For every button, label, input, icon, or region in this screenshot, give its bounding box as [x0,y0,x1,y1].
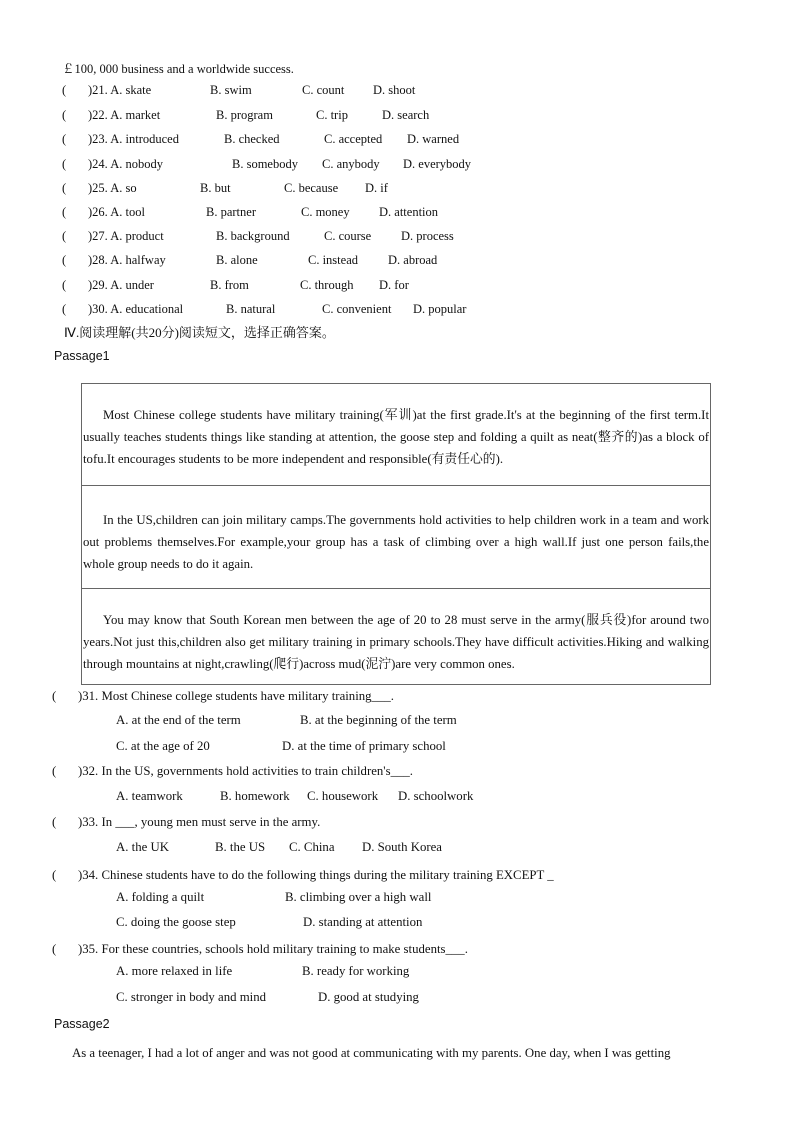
passage2-label: Passage2 [54,1017,110,1031]
passage1-cell-1 [82,384,710,486]
exam-page: ￡100, 000 business and a worldwide success. ( )21. A. skate B. swim C. count D. shoot ( )22. A. market B. program C. trip D. search ( )23. A. introduced B. checked C. accepted D. warned ( )24. A. nobody B. somebody C. anybody D. everybody ( )25. A. so B. but C. because D. if ( )26. A. tool B. partner C. money D. attention ( )27. A. product B. background C. course D. process ( )28. A. halfway B. alone C. instead D. abroad ( )29. A. under B. from C. through D. for ( )30. A. educational B. natural C. convenient D. popular Ⅳ.阅读理解(共20分)阅读短文，选择正确答案。 Passage1 Most Chinese college students have military training(军训)at the first grade.It's at the beginning of the first term.It usually teaches students things like standing at attention, the goose step and folding a quilt as neat(整齐的)as a block of tofu.It encourages students to be more independent and responsible(有责任心的). In the US,children can join military camps.The governments hold activities to help children work in a team and work out problems themselves.For example,your group has a task of climbing over a high wall.If just one person fails,the whole group needs to do it again. You may know that South Korean men between the age of 20 to 28 must serve in the army(服兵役)for around two years.Not just this,children also get military training in primary schools.They have difficult activities.Hiking and walking through mountains at night,crawling(爬行)across mud(泥泞)are very common ones. ( )31. Most Chinese college students have military training___. A. at the end of the term B. at the beginning of the term C. at the age of 20 D. at the time of primary school ( )32. In the US, governments hold activities to train children's___. A. teamwork B. homework C. housework D. schoolwork ( )33. In ___, young men must serve in the army. A. the UK B. the US C. China D. South Korea ( )34. Chinese students have to do the following things during the military training EXCEPT _ A. folding a quilt B. climbing over a high wall C. doing the goose step D. standing at attention ( )35. For these countries, schools hold military training to make students___. A. more relaxed in life B. ready for working C. stronger in body and mind D. good at studying Passage2 As a teenager, I had a lot of anger and was not good at communicating with my parents. One day, when I was getting [0,0,793,1123]
q33-option-d: D. South Korea [362,840,442,854]
q32-option-a: A. teamwork [116,789,183,803]
section-heading: Ⅳ.阅读理解(共20分)阅读短文，选择正确答案。 [64,325,335,340]
q34-option-c: C. doing the goose step [116,915,236,929]
q34-option-d: D. standing at attention [303,915,423,929]
q33-option-c: C. China [289,840,335,854]
passage1-cell-3 [82,589,710,684]
q31-option-c: C. at the age of 20 [116,739,210,753]
q34-option-b: B. climbing over a high wall [285,890,432,904]
q33-option-a: A. the UK [116,840,169,854]
passage1-cell-2 [82,486,710,589]
q31-option-b: B. at the beginning of the term [300,713,457,727]
passage1-label: Passage1 [54,349,110,363]
q32-option-d: D. schoolwork [398,789,474,803]
q33-option-b: B. the US [215,840,266,854]
q31-option-a: A. at the end of the term [116,713,241,727]
q35-option-c: C. stronger in body and mind [116,990,266,1004]
passage2-first-line: As a teenager, I had a lot of anger and was not good at communicating with my parents. One day, when I was getting [72,1046,671,1060]
q32-option-c: C. housework [307,789,379,803]
q31-option-d: D. at the time of primary school [282,739,446,753]
passage1-paragraph-2: In the US,children can join military camps.The governments hold activities to help children work in a team and work out problems themselves.For example,your group has a task of climbing over a high wall.If just one person fails,the whole group needs to do it again. [83,513,709,571]
passage1-paragraph-3: You may know that South Korean men between the age of 20 to 28 must serve in the army(服兵役)for around two years.Not just this,children also get military training in primary schools.They have difficult activities.Hiking and walking through mountains at night,crawling(爬行)across mud(泥泞)are very common ones. [83,613,709,671]
q35-option-a: A. more relaxed in life [116,964,233,978]
passage1-box [81,383,711,685]
q32-option-b: B. homework [220,789,290,803]
passage1-paragraph-1: Most Chinese college students have military training(军训)at the first grade.It's at the beginning of the first term.It usually teaches students things like standing at attention, the goose step and folding a quilt as neat(整齐的)as a block of tofu.It encourages students to be more independent and responsible(有责任心的). [83,408,709,466]
q35-option-d: D. good at studying [318,990,419,1004]
q35-option-b: B. ready for working [302,964,410,978]
intro-line: ￡100, 000 business and a worldwide success. [62,62,294,76]
q34-option-a: A. folding a quilt [116,890,205,904]
